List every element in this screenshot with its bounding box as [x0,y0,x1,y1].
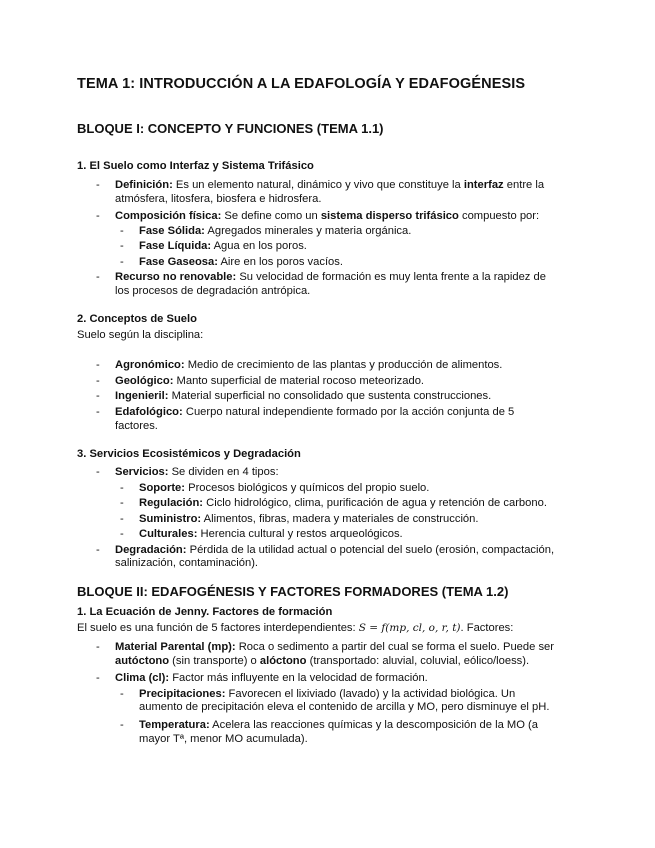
term-label: Regulación: [139,497,204,509]
term-label: Material Parental (mp): [115,641,236,653]
term-label: Temperatura: [139,719,210,731]
list-item-precipitaciones: - Precipitaciones: Favorecen el lixiviado (lavado) y la actividad biológica. Un [120,688,516,700]
bullet-dash: - [96,466,100,478]
term-label: Agronómico: [115,359,185,371]
bullet-dash: - [120,719,124,731]
bloque-2-heading: BLOQUE II: EDAFOGÉNESIS Y FACTORES FORMADORES (TEMA 1.2) [77,584,509,599]
term-label: Fase Líquida: [139,240,212,252]
list-item-agronomico: - Agronómico: Medio de crecimiento de las plantas y producción de alimentos. [96,359,503,371]
term-label: Degradación: [115,544,187,556]
list-item-regulacion: - Regulación: Ciclo hidrológico, clima, purificación de agua y retención de carbono. [120,497,547,509]
bullet-dash: - [96,210,100,222]
term-label: Recurso no renovable: [115,271,237,283]
bullet-dash: - [96,271,100,283]
list-item-composicion: - Composición física: Se define como un sistema disperso trifásico compuesto por: [96,210,540,222]
bloque-1-heading: BLOQUE I: CONCEPTO Y FUNCIONES (TEMA 1.1) [77,121,384,136]
list-item-continuation: autóctono (sin transporte) o alóctono (transportado: aluvial, coluvial, eólico/loess). [115,655,530,667]
term-label: Composición física: [115,210,222,222]
list-item-suministro: - Suministro: Alimentos, fibras, madera y materiales de construcción. [120,513,479,525]
term-label: Suministro: [139,513,202,525]
list-item-fase-gaseosa: - Fase Gaseosa: Aire en los poros vacíos. [120,256,343,268]
list-item-continuation: atmósfera, litosfera, biosfera e hidrosfera. [115,193,322,205]
list-item-definicion: - Definición: Es un elemento natural, dinámico y vivo que constituye la interfaz entre la [96,179,545,191]
list-item-continuation: los procesos de degradación antrópica. [115,285,311,297]
bullet-dash: - [120,482,124,494]
list-item-servicios: - Servicios: Se dividen en 4 tipos: [96,466,279,478]
bullet-dash: - [120,497,124,509]
bullet-dash: - [120,688,124,700]
term-label: Servicios: [115,466,169,478]
term-label: Soporte: [139,482,185,494]
jenny-formula: S = f(mp, cl, o, r, t) [358,622,461,634]
list-item-soporte: - Soporte: Procesos biológicos y químicos del propio suelo. [120,482,430,494]
list-item-ingenieril: - Ingenieril: Material superficial no consolidado que sustenta construcciones. [96,390,492,402]
bullet-dash: - [120,225,124,237]
term-label: Ingenieril: [115,390,169,402]
term-label: Geológico: [115,375,174,387]
list-item-degradacion: - Degradación: Pérdida de la utilidad actual o potencial del suelo (erosión, compactación, [96,544,555,556]
list-item-continuation: salinización, contaminación). [115,557,259,569]
section-intro: Suelo según la disciplina: [77,329,204,341]
section-2-heading: 2. Conceptos de Suelo [77,313,197,325]
list-item-fase-solida: - Fase Sólida: Agregados minerales y materia orgánica. [120,225,412,237]
term-label: Fase Gaseosa: [139,256,218,268]
section-1-heading: 1. El Suelo como Interfaz y Sistema Trifásico [77,160,314,172]
term-label: Edafológico: [115,406,183,418]
list-item-geologico: - Geológico: Manto superficial de material rocoso meteorizado. [96,375,425,387]
term-label: Definición: [115,179,173,191]
bullet-dash: - [96,544,100,556]
section-intro: El suelo es una función de 5 factores interdependientes: S = f(mp, cl, o, r, t). Factores: [77,622,514,634]
list-item-continuation: factores. [115,420,158,432]
bullet-dash: - [120,256,124,268]
bullet-dash: - [120,513,124,525]
term-label: Clima (cl): [115,672,170,684]
bullet-dash: - [96,179,100,191]
list-item-temperatura: - Temperatura: Acelera las reacciones químicas y la descomposición de la MO (a [120,719,538,731]
document-title: TEMA 1: INTRODUCCIÓN A LA EDAFOLOGÍA Y EDAFOGÉNESIS [77,76,526,92]
term-label: Culturales: [139,528,198,540]
list-item-recurso: - Recurso no renovable: Su velocidad de formación es muy lenta frente a la rapidez de [96,271,546,283]
bullet-dash: - [96,406,100,418]
bullet-dash: - [96,390,100,402]
list-item-continuation: aumento de precipitación eleva el contenido de arcilla y MO, pero disminuye el pH. [139,701,550,713]
section-3-heading: 3. Servicios Ecosistémicos y Degradación [77,448,301,460]
bullet-dash: - [120,240,124,252]
term-label: Fase Sólida: [139,225,205,237]
list-item-continuation: mayor Tª, menor MO acumulada). [139,733,308,745]
bullet-dash: - [96,359,100,371]
bullet-dash: - [96,375,100,387]
term-label: Precipitaciones: [139,688,226,700]
list-item-culturales: - Culturales: Herencia cultural y restos arqueológicos. [120,528,403,540]
bullet-dash: - [120,528,124,540]
list-item-fase-liquida: - Fase Líquida: Agua en los poros. [120,240,307,252]
bullet-dash: - [96,672,100,684]
list-item-material-parental: - Material Parental (mp): Roca o sedimento a partir del cual se forma el suelo. Puede ser [96,641,554,653]
bullet-dash: - [96,641,100,653]
list-item-edafologico: - Edafológico: Cuerpo natural independiente formado por la acción conjunta de 5 [96,406,515,418]
list-item-clima: - Clima (cl): Factor más influyente en la velocidad de formación. [96,672,428,684]
section-jenny-heading: 1. La Ecuación de Jenny. Factores de formación [77,606,333,618]
